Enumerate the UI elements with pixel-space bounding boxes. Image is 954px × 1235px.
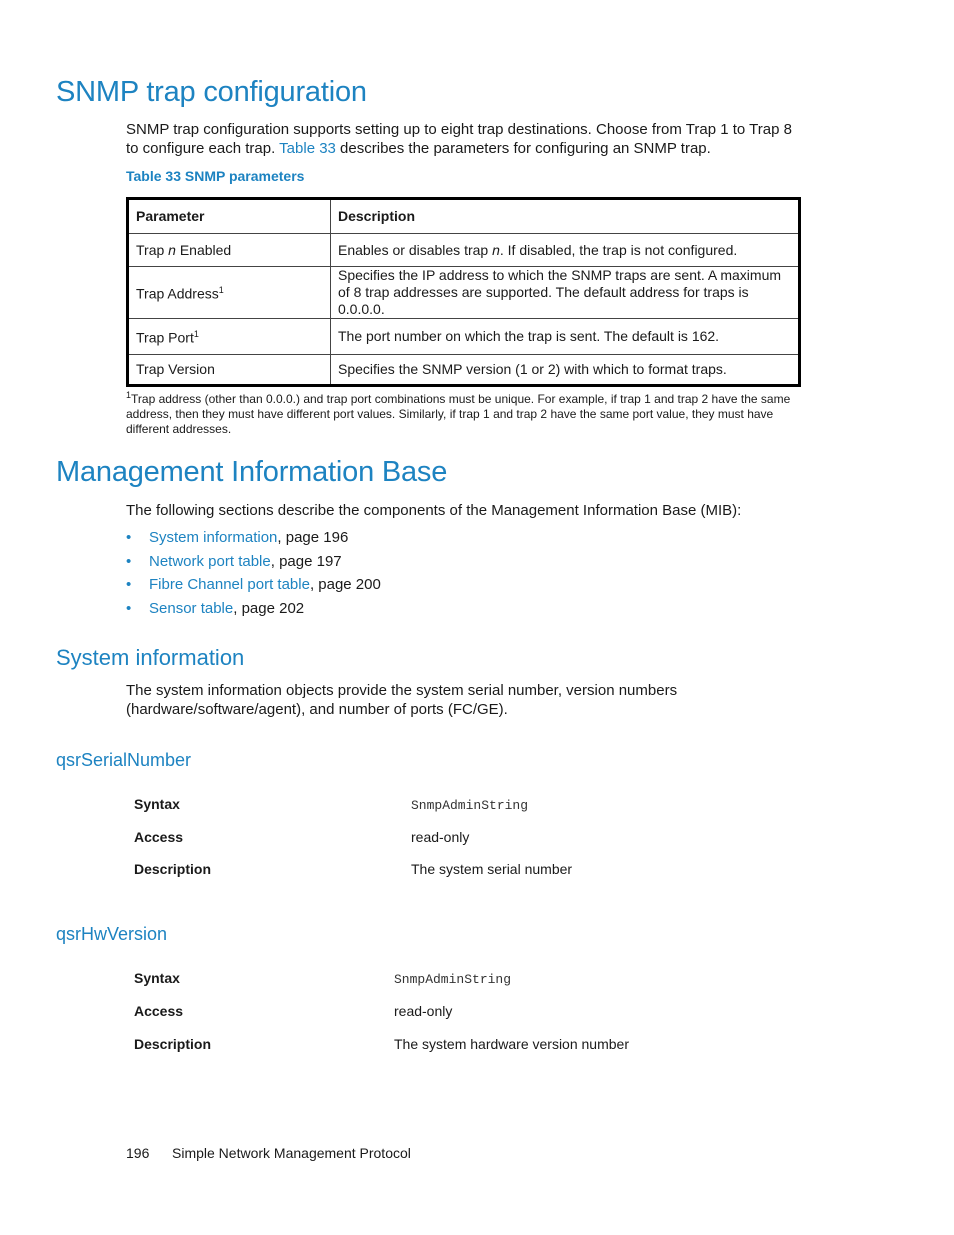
table-caption: Table 33 SNMP parameters [126,168,305,184]
snmp-intro-text: SNMP trap configuration supports setting up to eight trap destinations. Choose from Trap 1 to Trap 8 to configure each trap. [126,121,792,157]
page-ref: , page 200 [309,576,381,594]
syntax-label: Syntax [134,970,180,986]
table-row [128,267,800,319]
description-label: Description [134,1036,212,1052]
header-parameter: Parameter [128,199,331,234]
subsection-title-qsrserialnumber: qsrSerialNumber [56,750,192,770]
mib-link-list [126,528,381,623]
param-cell: Trap Port$^1$ [128,319,331,355]
page-ref: , page 202 [233,600,305,618]
section-title-mib: Management Information Base [56,456,448,488]
header-description: Description [331,199,800,234]
snmp-parameters-table [126,197,801,387]
table-row [128,234,800,267]
list-item [126,552,381,576]
bullet-icon: • [126,552,132,570]
table-header-row [128,199,800,234]
system-information-intro: The system information objects provide the system serial number, version numbers (hardware/software/agent), and number of ports (FC/GE). [126,682,678,718]
table-33-link[interactable]: Table 33 [279,140,336,157]
desc-cell: Enables or disables trap n. If disabled, the trap is not configured. [331,234,800,267]
link-network-port-table[interactable]: Network port table [149,552,271,570]
link-fibre-channel-port-table[interactable]: Fibre Channel port table [149,576,310,594]
subsection-title-qsrhwversion: qsrHwVersion [56,924,168,944]
param-cell: Trap Address$^1$ [128,267,331,319]
page-footer [126,1145,411,1161]
description-value: The system serial number [411,861,573,877]
description-value: The system hardware version number [394,1036,629,1052]
param-cell: Trap Version [128,355,331,386]
list-item [126,599,381,623]
bullet-icon: • [126,600,132,618]
table-row [128,355,800,386]
bullet-icon: • [126,529,132,546]
desc-cell: Specifies the SNMP version (1 or 2) with which to format traps. [331,355,800,386]
page-ref: , page 197 [270,552,342,570]
section-title-system-information: System information [56,645,245,670]
snmp-intro [126,120,796,158]
syntax-label: Syntax [134,796,180,812]
table-footnote [126,388,802,437]
access-label: Access [134,829,184,845]
param-cell: Trap n Enabled [128,234,331,267]
footnote-text: Trap address (other than 0.0.0.) and trap port combinations must be unique. For example, if trap 1 and trap 2 have the same address, then they must have different port values. Similarly, if trap 1 and trap 2 have the same port value, they must have different addresses. [126,392,791,436]
page-number: 196 [126,1145,150,1161]
bullet-icon: • [126,576,132,594]
list-item [126,528,381,552]
link-system-information[interactable]: System information [149,529,278,546]
desc-cell: The port number on which the trap is sent. The default is 162. [331,319,800,355]
chapter-title: Simple Network Management Protocol [172,1145,411,1161]
link-sensor-table[interactable]: Sensor table [149,600,234,618]
desc-cell: Specifies the IP address to which the SNMP traps are sent. A maximum of 8 trap addresses are supported. The default address for traps is 0.0.0.0. [331,267,800,319]
page-ref: , page 196 [277,529,349,546]
snmp-intro-text-end: describes the parameters for configuring an SNMP trap. [335,140,711,157]
table-row [128,319,800,355]
footnote-mark: 1 [126,390,132,400]
access-value: read-only [394,1003,453,1019]
description-label: Description [134,861,212,877]
syntax-value: SnmpAdminString [411,798,529,813]
access-label: Access [134,1003,184,1019]
mib-intro: The following sections describe the components of the Management Information Base (MIB): [126,502,742,519]
list-item [126,575,381,599]
syntax-value: SnmpAdminString [394,972,512,987]
section-title-snmp: SNMP trap configuration [56,76,367,108]
access-value: read-only [411,829,470,845]
